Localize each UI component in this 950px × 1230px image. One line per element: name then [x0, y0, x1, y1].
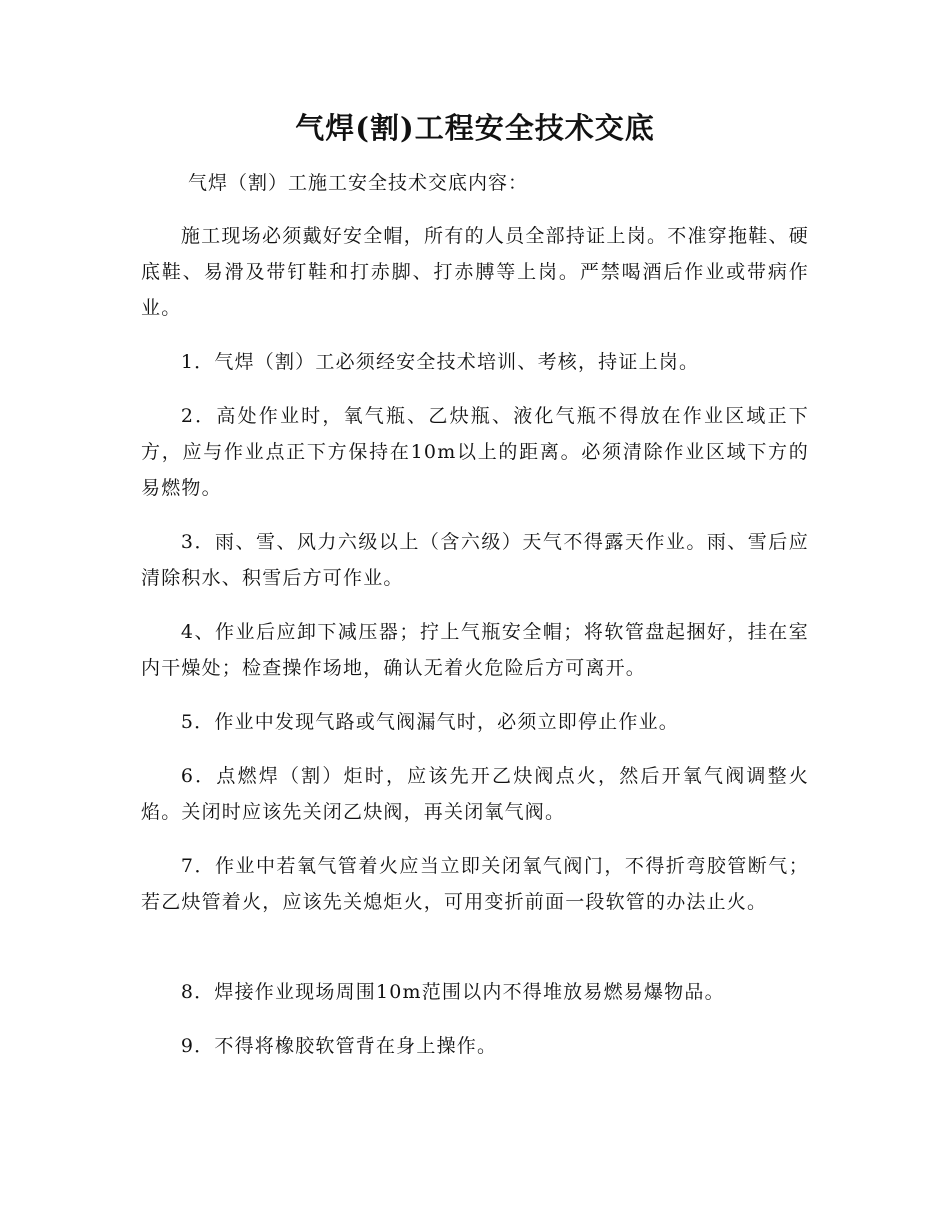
paragraph-item-6: 6．点燃焊（割）炬时，应该先开乙炔阀点火，然后开氧气阀调整火焰。关闭时应该先关闭乙炔阀，再关闭氧气阀。 [141, 765, 809, 823]
paragraph-item-5: 5．作业中发现气路或气阀漏气时，必须立即停止作业。 [180, 711, 679, 733]
paragraph-item-2: 2．高处作业时，氧气瓶、乙炔瓶、液化气瓶不得放在作业区域正下方，应与作业点正下方保持在10m以上的距离。必须清除作业区域下方的易燃物。 [141, 405, 809, 499]
paragraph-item-4: 4、作业后应卸下减压器；拧上气瓶安全帽；将软管盘起捆好，挂在室内干燥处；检查操作场地，确认无着火危险后方可离开。 [141, 621, 809, 679]
paragraph-item-8: 8．焊接作业现场周围10m范围以内不得堆放易燃易爆物品。 [180, 981, 725, 1003]
document-intro: 气焊（割）工施工安全技术交底内容： [188, 172, 529, 194]
document-title: 气焊(割)工程安全技术交底 [295, 111, 655, 145]
paragraph-general: 施工现场必须戴好安全帽，所有的人员全部持证上岗。不准穿拖鞋、硬底鞋、易滑及带钉鞋和打赤脚、打赤膊等上岗。严禁喝酒后作业或带病作业。 [141, 225, 809, 319]
paragraph-item-3: 3．雨、雪、风力六级以上（含六级）天气不得露天作业。雨、雪后应清除积水、积雪后方可作业。 [141, 531, 809, 589]
paragraph-item-1: 1．气焊（割）工必须经安全技术培训、考核，持证上岗。 [180, 351, 700, 373]
paragraph-item-9: 9．不得将橡胶软管背在身上操作。 [180, 1035, 498, 1057]
paragraph-item-7: 7．作业中若氧气管着火应当立即关闭氧气阀门，不得折弯胶管断气；若乙炔管着火，应该先关熄炬火，可用变折前面一段软管的办法止火。 [141, 855, 809, 913]
